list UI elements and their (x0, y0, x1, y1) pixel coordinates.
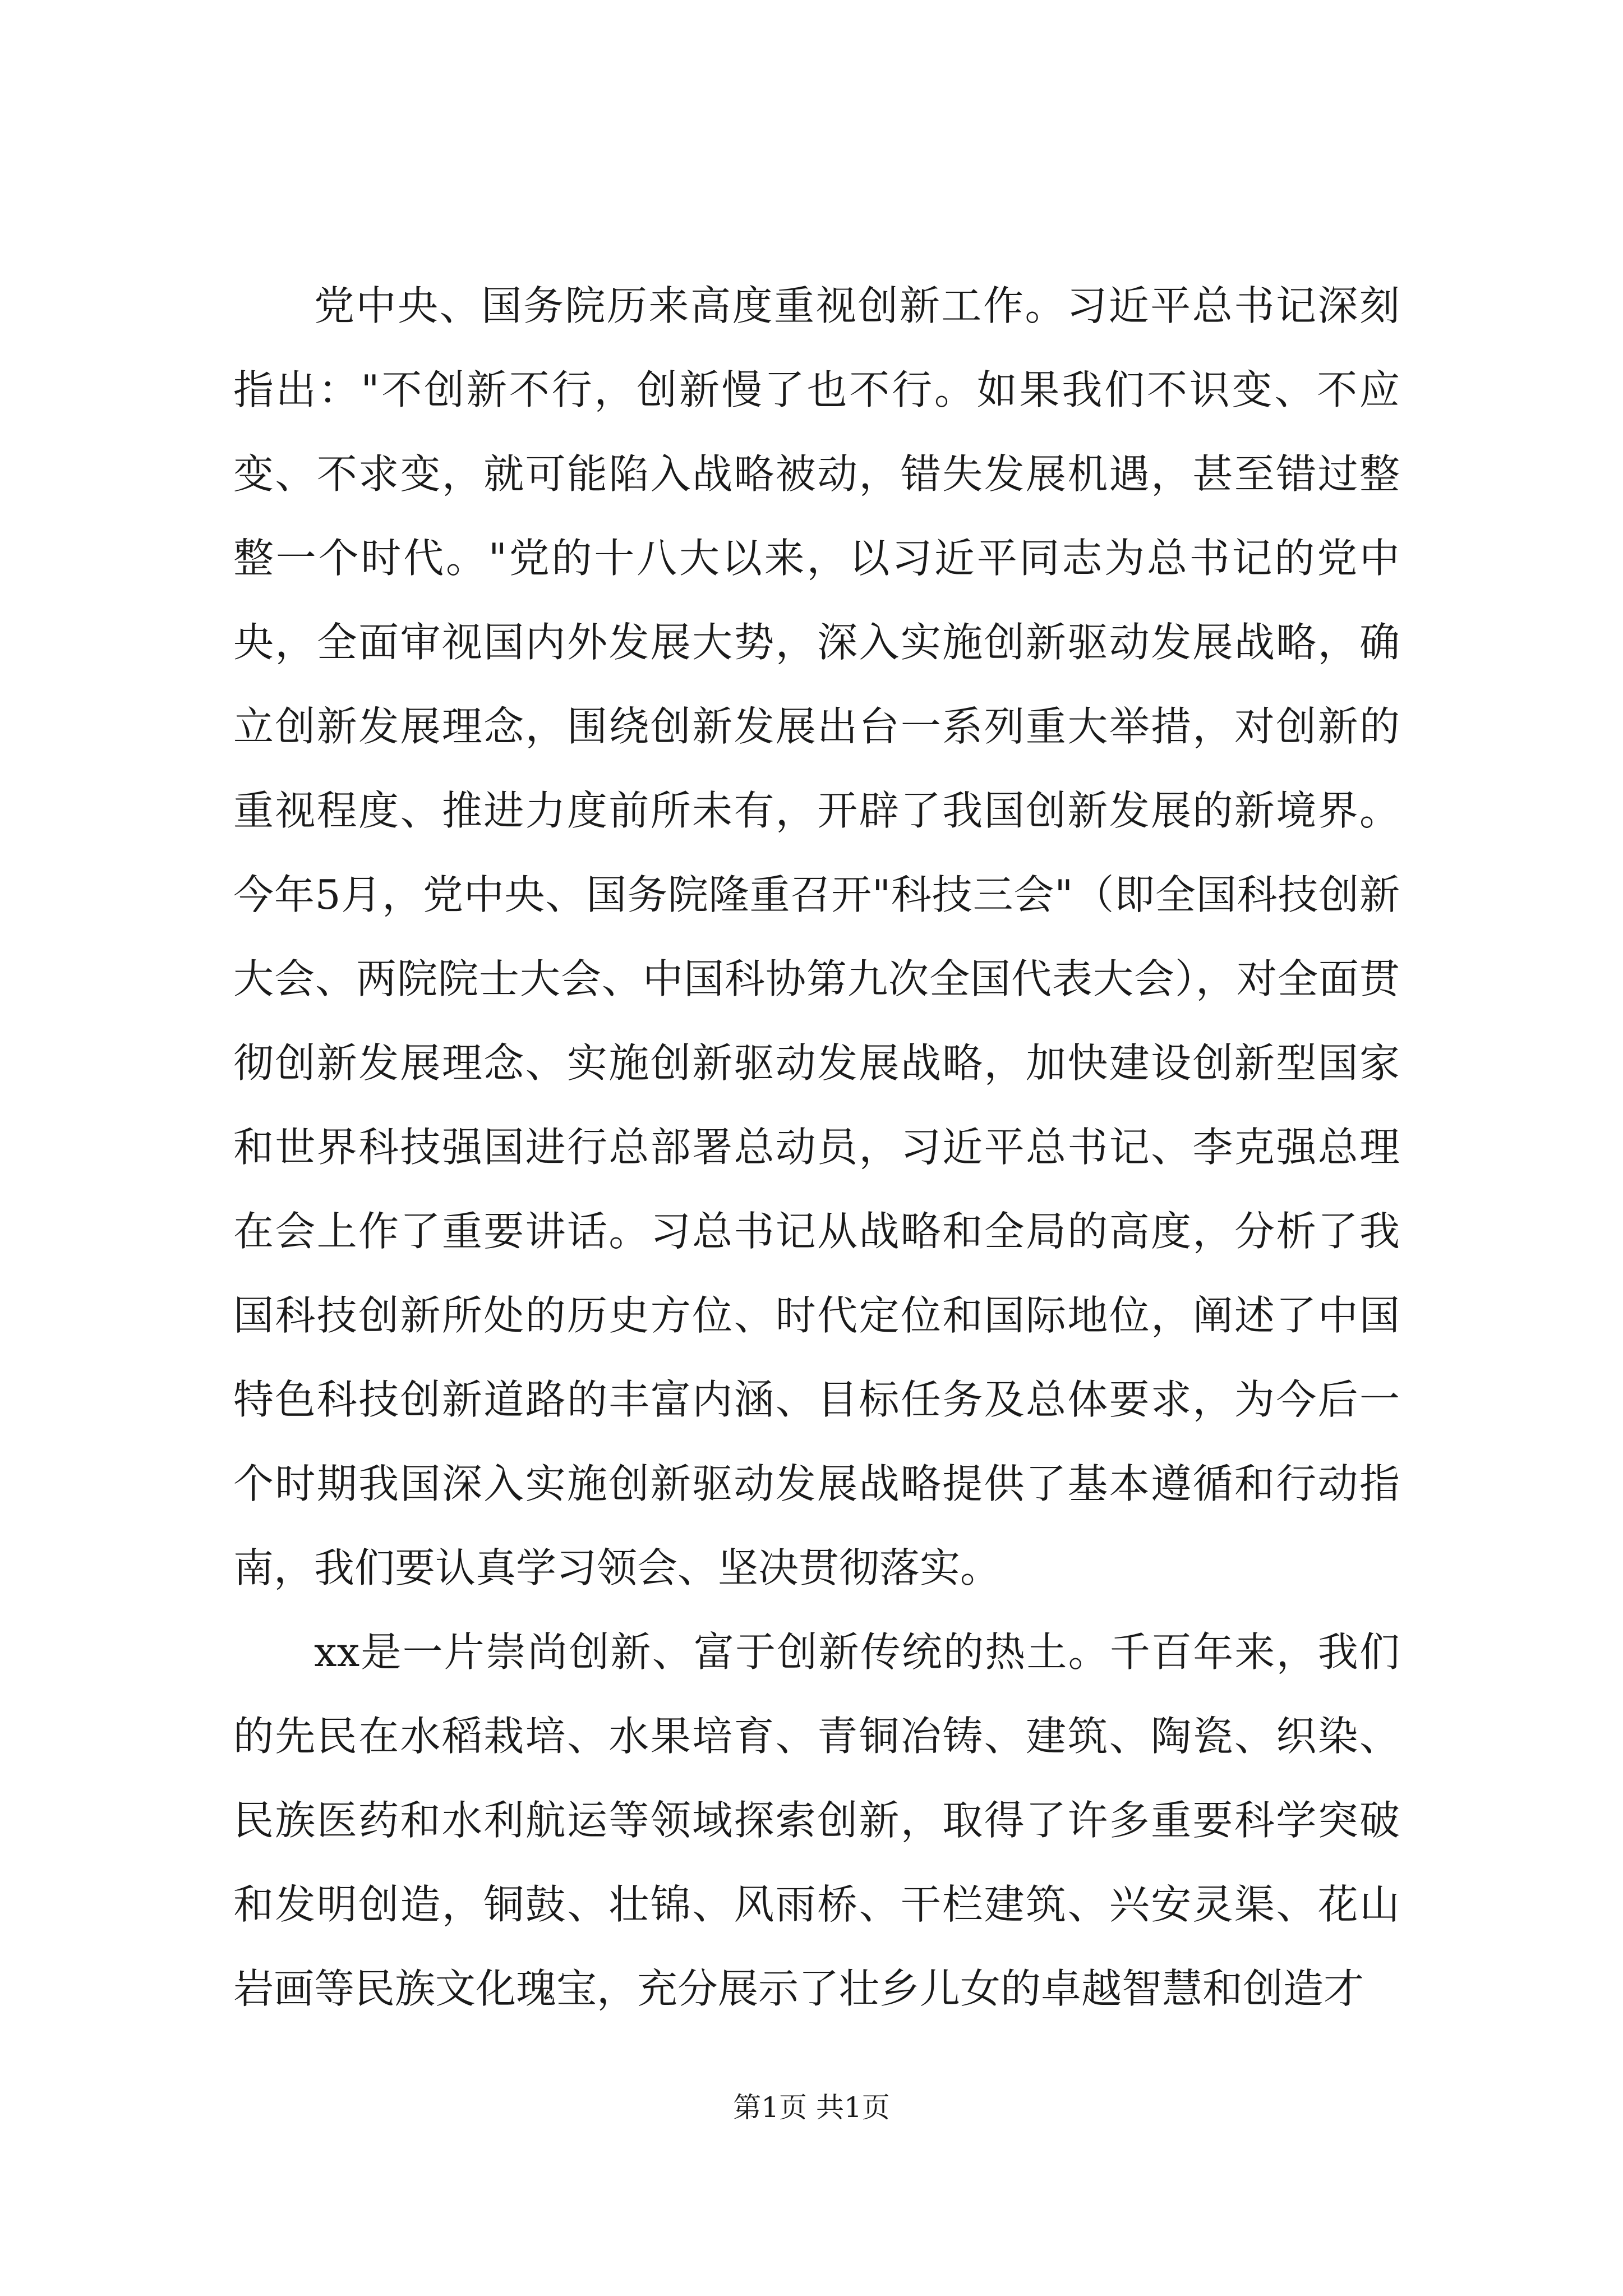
document-body (233, 264, 1400, 2031)
paragraph-1: 党中央、国务院历来高度重视创新工作。习近平总书记深刻指出："不创新不行，创新慢了也不行。如果我们不识变、不应变、不求变，就可能陷入战略被动，错失发展机遇，甚至错过整整一个时代。"党的十八大以来，以习近平同志为总书记的党中央，全面审视国内外发展大势，深入实施创新驱动发展战略，确立创新发展理念，围绕创新发展出台一系列重大举措，对创新的重视程度、推进力度前所未有，开辟了我国创新发展的新境界。今年5月，党中央、国务院隆重召开"科技三会"（即全国科技创新大会、两院院士大会、中国科协第九次全国代表大会），对全面贯彻创新发展理念、实施创新驱动发展战略，加快建设创新型国家和世界科技强国进行总部署总动员，习近平总书记、李克强总理在会上作了重要讲话。习总书记从战略和全局的高度，分析了我国科技创新所处的历史方位、时代定位和国际地位，阐述了中国特色科技创新道路的丰富内涵、目标任务及总体要求，为今后一个时期我国深入实施创新驱动发展战略提供了基本遵循和行动指南，我们要认真学习领会、坚决贯彻落实。 (233, 282, 1400, 1591)
paragraph-2: xx是一片崇尚创新、富于创新传统的热土。千百年来，我们的先民在水稻栽培、水果培育、青铜冶铸、建筑、陶瓷、织染、民族医药和水利航运等领域探索创新，取得了许多重要科学突破和发明创造，铜鼓、壮锦、风雨桥、干栏建筑、兴安灵渠、花山岩画等民族文化瑰宝，充分展示了壮乡儿女的卓越智慧和创造才 (233, 1628, 1400, 2012)
page-footer: 第1页 共1页 (733, 2091, 890, 2124)
